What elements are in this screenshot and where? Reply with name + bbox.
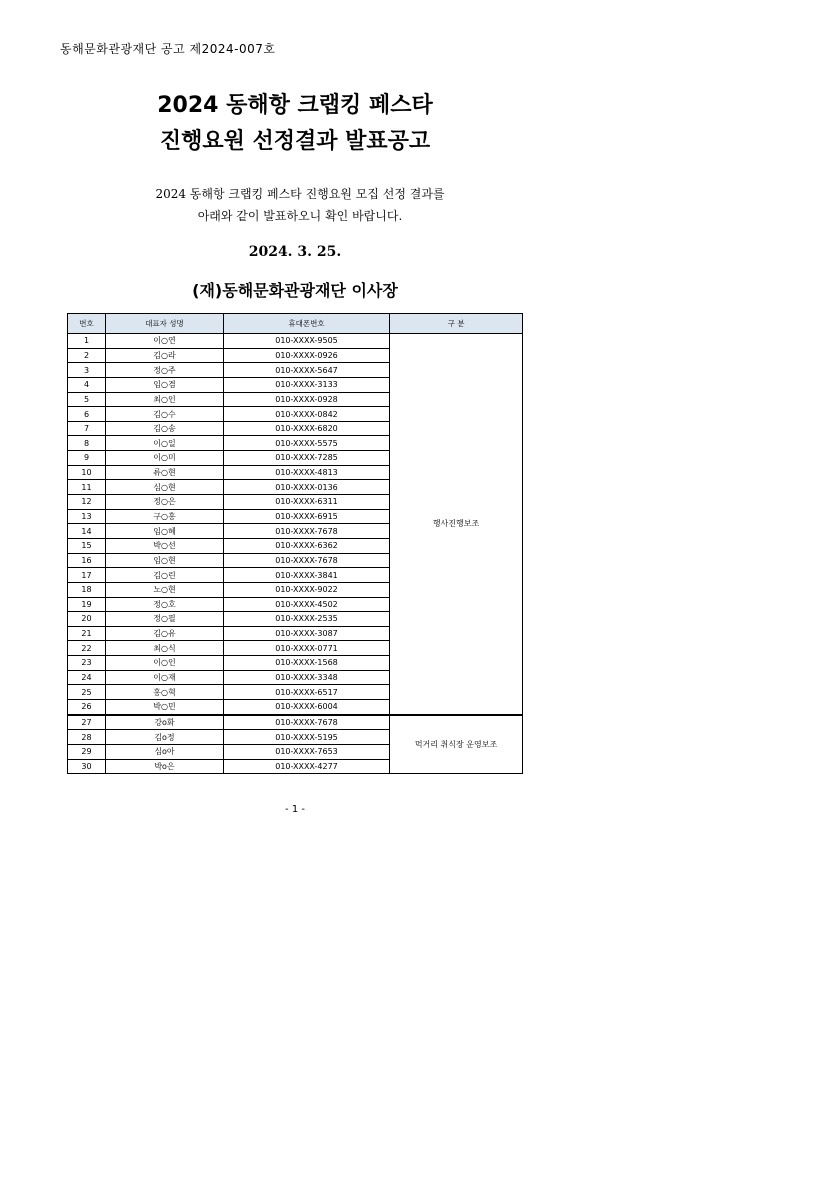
- title-line-2: 진행요원 선정결과 발표공고: [159, 129, 431, 154]
- row-phone: 010-XXXX-3087: [224, 626, 390, 641]
- row-phone: 010-XXXX-0926: [224, 348, 390, 363]
- row-phone: 010-XXXX-0136: [224, 480, 390, 495]
- row-name: 이○재: [106, 670, 224, 685]
- row-number: 15: [68, 538, 106, 553]
- row-name: 홍○혁: [106, 685, 224, 700]
- intro-line-1: 2024 동해항 크랩킹 페스타 진행요원 모집 선정 결과를: [155, 187, 445, 201]
- row-phone: 010-XXXX-7285: [224, 451, 390, 466]
- row-phone: 010-XXXX-0842: [224, 407, 390, 422]
- row-phone: 010-XXXX-6362: [224, 538, 390, 553]
- row-number: 8: [68, 436, 106, 451]
- row-number: 28: [68, 730, 106, 745]
- row-name: 이○연: [106, 334, 224, 349]
- row-phone: 010-XXXX-4502: [224, 597, 390, 612]
- row-name: 김○송: [106, 421, 224, 436]
- row-phone: 010-XXXX-6517: [224, 685, 390, 700]
- row-number: 29: [68, 744, 106, 759]
- row-name: 강o화: [106, 715, 224, 730]
- table-row: [68, 715, 523, 730]
- row-name: 정○호: [106, 597, 224, 612]
- header-phone: 휴대폰번호: [224, 314, 390, 334]
- row-number: 17: [68, 568, 106, 583]
- row-number: 12: [68, 495, 106, 510]
- row-number: 25: [68, 685, 106, 700]
- row-number: 23: [68, 656, 106, 671]
- selection-results-table: [67, 313, 523, 774]
- table-row: [68, 334, 523, 349]
- row-phone: 010-XXXX-2535: [224, 612, 390, 627]
- row-name: 정○은: [106, 495, 224, 510]
- row-name: 이○일: [106, 436, 224, 451]
- row-name: 임○겸: [106, 377, 224, 392]
- row-phone: 010-XXXX-1568: [224, 656, 390, 671]
- title-line-1: 2024 동해항 크랩킹 페스타: [157, 93, 433, 118]
- category-event-support: 행사진행보조: [390, 334, 523, 715]
- row-phone: 010-XXXX-6915: [224, 509, 390, 524]
- row-name: 박○선: [106, 538, 224, 553]
- issuer: (재)동해문화관광재단 이사장: [192, 281, 398, 300]
- row-name: 박○민: [106, 700, 224, 715]
- row-name: 류○현: [106, 465, 224, 480]
- row-phone: 010-XXXX-5195: [224, 730, 390, 745]
- row-number: 26: [68, 700, 106, 715]
- row-number: 13: [68, 509, 106, 524]
- row-phone: 010-XXXX-9505: [224, 334, 390, 349]
- row-number: 10: [68, 465, 106, 480]
- row-phone: 010-XXXX-6004: [224, 700, 390, 715]
- row-phone: 010-XXXX-0928: [224, 392, 390, 407]
- row-number: 18: [68, 582, 106, 597]
- row-name: 최○식: [106, 641, 224, 656]
- row-phone: 010-XXXX-4277: [224, 759, 390, 774]
- row-phone: 010-XXXX-6311: [224, 495, 390, 510]
- row-name: 심o아: [106, 744, 224, 759]
- row-name: 김○수: [106, 407, 224, 422]
- row-number: 11: [68, 480, 106, 495]
- row-name: 이○인: [106, 656, 224, 671]
- row-phone: 010-XXXX-7678: [224, 715, 390, 730]
- row-phone: 010-XXXX-9022: [224, 582, 390, 597]
- row-name: 김○린: [106, 568, 224, 583]
- row-number: 20: [68, 612, 106, 627]
- header-name: 대표자 성명: [106, 314, 224, 334]
- row-number: 21: [68, 626, 106, 641]
- row-phone: 010-XXXX-3348: [224, 670, 390, 685]
- row-number: 1: [68, 334, 106, 349]
- row-phone: 010-XXXX-7653: [224, 744, 390, 759]
- row-phone: 010-XXXX-3841: [224, 568, 390, 583]
- row-number: 14: [68, 524, 106, 539]
- row-name: 김○유: [106, 626, 224, 641]
- announcement-number: 동해문화관광재단 공고 제2024-007호: [60, 42, 276, 56]
- table-body: [68, 334, 523, 774]
- row-number: 6: [68, 407, 106, 422]
- row-name: 박o은: [106, 759, 224, 774]
- category-food-court-support: 먹거리 취식장 운영보조: [390, 715, 523, 774]
- row-phone: 010-XXXX-0771: [224, 641, 390, 656]
- row-number: 24: [68, 670, 106, 685]
- row-number: 9: [68, 451, 106, 466]
- row-number: 7: [68, 421, 106, 436]
- row-name: 정○필: [106, 612, 224, 627]
- header-number: 번호: [68, 314, 106, 334]
- row-name: 임○혜: [106, 524, 224, 539]
- table-header-row: [68, 314, 523, 334]
- row-number: 27: [68, 715, 106, 730]
- intro-text: [0, 183, 600, 227]
- row-phone: 010-XXXX-3133: [224, 377, 390, 392]
- row-name: 김○라: [106, 348, 224, 363]
- row-name: 심○현: [106, 480, 224, 495]
- row-phone: 010-XXXX-7678: [224, 553, 390, 568]
- intro-line-2: 아래와 같이 발표하오니 확인 바랍니다.: [197, 209, 403, 223]
- row-number: 16: [68, 553, 106, 568]
- row-name: 정○주: [106, 363, 224, 378]
- row-number: 3: [68, 363, 106, 378]
- announcement-date: 2024. 3. 25.: [248, 244, 342, 260]
- row-name: 최○인: [106, 392, 224, 407]
- row-name: 임○현: [106, 553, 224, 568]
- row-number: 19: [68, 597, 106, 612]
- row-phone: 010-XXXX-4813: [224, 465, 390, 480]
- row-name: 김o정: [106, 730, 224, 745]
- row-phone: 010-XXXX-7678: [224, 524, 390, 539]
- row-name: 노○현: [106, 582, 224, 597]
- row-number: 2: [68, 348, 106, 363]
- row-phone: 010-XXXX-6820: [224, 421, 390, 436]
- row-number: 4: [68, 377, 106, 392]
- row-name: 이○미: [106, 451, 224, 466]
- row-number: 5: [68, 392, 106, 407]
- row-phone: 010-XXXX-5647: [224, 363, 390, 378]
- row-number: 22: [68, 641, 106, 656]
- row-name: 구○홍: [106, 509, 224, 524]
- page-number: - 1 -: [285, 804, 305, 815]
- row-number: 30: [68, 759, 106, 774]
- header-category: 구 분: [390, 314, 523, 334]
- row-phone: 010-XXXX-5575: [224, 436, 390, 451]
